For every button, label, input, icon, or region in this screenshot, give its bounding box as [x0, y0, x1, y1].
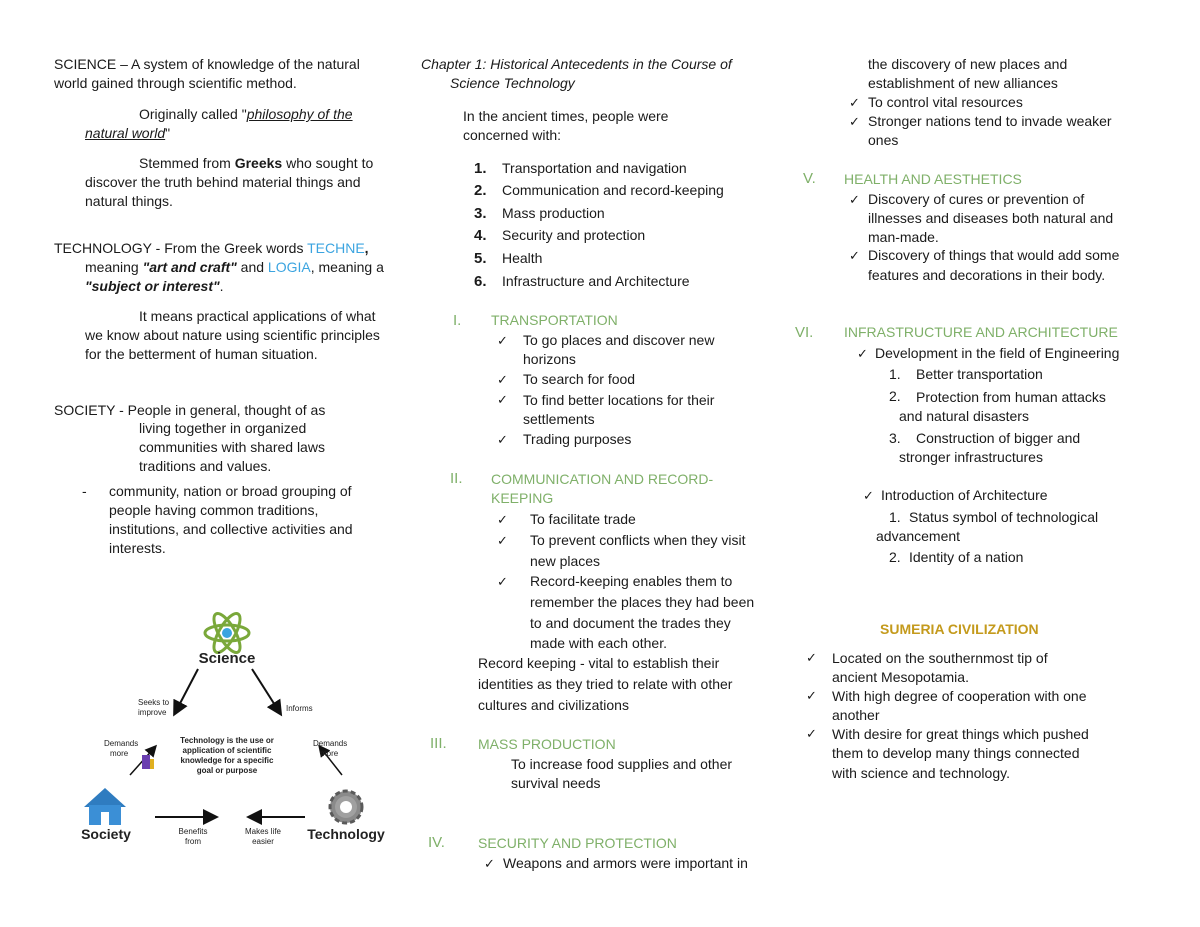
concern-number-5: 5.: [474, 250, 487, 267]
infrastructure-number-3: 3.: [889, 430, 901, 446]
transport-item-3: To find better locations for their: [523, 392, 715, 408]
technology-meaning: meaning "art and craft" and LOGIA, meaning a: [85, 259, 384, 275]
check-icon: ✓: [806, 650, 817, 665]
chapter-title-2: Science Technology: [450, 75, 575, 91]
center-text-2: application of scientific: [182, 746, 272, 755]
center-text-4: goal or purpose: [196, 766, 258, 775]
technology-definition: TECHNOLOGY - From the Greek words TECHNE,: [54, 240, 369, 256]
security-item-1-cont-2: establishment of new alliances: [868, 75, 1058, 91]
roman-numeral-5: V.: [803, 170, 816, 187]
concern-item-5: Health: [502, 250, 543, 266]
benefits-from-label: from: [185, 837, 201, 846]
sumeria-item-3: With desire for great things which pushed: [832, 726, 1089, 742]
originally-called-line: Originally called "philosophy of the: [139, 106, 353, 122]
concern-number-4: 4.: [474, 227, 487, 244]
infrastructure-sub-3b: stronger infrastructures: [899, 449, 1043, 465]
check-icon: ✓: [849, 95, 860, 110]
center-text-1: Technology is the use or: [180, 736, 274, 745]
originally-called-line-2: natural world": [85, 125, 171, 141]
communication-item-3c: to and document the trades they: [530, 615, 731, 631]
chapter-title: Chapter 1: Historical Antecedents in the Course of: [421, 56, 732, 72]
house-icon: [84, 788, 126, 825]
mass-production-heading: MASS PRODUCTION: [478, 736, 616, 752]
intro-line-2: concerned with:: [463, 127, 562, 143]
society-bullet-line-3: institutions, and collective activities and: [109, 521, 353, 537]
concern-item-2: Communication and record-keeping: [502, 182, 724, 198]
science-label: Science: [198, 650, 256, 667]
record-keeping-note-1: Record keeping - vital to establish their: [478, 655, 720, 671]
health-item-1: Discovery of cures or prevention of: [868, 191, 1085, 207]
communication-heading-2: KEEPING: [491, 490, 554, 506]
society-bullet-line-4: interests.: [109, 540, 166, 556]
check-icon: ✓: [806, 726, 817, 741]
roman-numeral-6: VI.: [795, 324, 814, 341]
concern-item-3: Mass production: [502, 205, 605, 221]
check-icon: ✓: [849, 114, 860, 129]
check-icon: ✓: [497, 432, 508, 447]
roman-numeral-1: I.: [453, 312, 462, 329]
check-icon: ✓: [863, 488, 874, 503]
improve-label: improve: [138, 708, 167, 717]
communication-item-2: To prevent conflicts when they visit: [530, 532, 746, 548]
transport-item-1: To go places and discover new: [523, 332, 715, 348]
architecture-sub-1: Status symbol of technological: [909, 509, 1099, 525]
transport-item-1b: horizons: [523, 351, 576, 367]
check-icon: ✓: [484, 856, 495, 871]
center-text-3: knowledge for a specific: [180, 756, 274, 765]
concern-number-1: 1.: [474, 160, 487, 177]
concern-number-2: 2.: [474, 182, 487, 199]
society-definition-4: traditions and values.: [139, 458, 272, 474]
security-item-2: To control vital resources: [868, 94, 1023, 110]
check-icon: ✓: [497, 372, 508, 387]
check-icon: ✓: [849, 248, 860, 263]
society-definition: SOCIETY - People in general, thought of as: [54, 402, 326, 418]
communication-heading: COMMUNICATION AND RECORD-: [491, 471, 714, 487]
transport-item-3b: settlements: [523, 411, 595, 427]
architecture-sub-2: Identity of a nation: [909, 549, 1024, 565]
health-heading: HEALTH AND AESTHETICS: [844, 171, 1022, 187]
informs-label: Informs: [286, 704, 313, 713]
arrow-science-to-society: [175, 669, 198, 713]
communication-item-1: To facilitate trade: [530, 511, 636, 527]
sumeria-item-3b: them to develop many things connected: [832, 745, 1080, 761]
health-item-2: Discovery of things that would add some: [868, 247, 1120, 263]
mass-production-line-2: survival needs: [511, 775, 601, 791]
sumeria-item-3c: with science and technology.: [832, 765, 1010, 781]
science-definition-line-1: SCIENCE – A system of knowledge of the natural: [54, 56, 360, 72]
transport-item-2: To search for food: [523, 371, 636, 387]
check-icon: ✓: [497, 574, 508, 589]
sumeria-item-2: With high degree of cooperation with one: [832, 688, 1087, 704]
health-item-1b: illnesses and diseases both natural and: [868, 210, 1114, 226]
communication-item-3: Record-keeping enables them to: [530, 573, 733, 589]
check-icon: ✓: [497, 512, 508, 527]
stemmed-line-2: discover the truth behind material things and: [85, 174, 361, 190]
gear-icon: [330, 791, 362, 823]
roman-numeral-2: II.: [450, 470, 463, 487]
sumeria-item-1b: ancient Mesopotamia.: [832, 669, 969, 685]
security-item-3: Stronger nations tend to invade weaker: [868, 113, 1112, 129]
infrastructure-sub-2b: and natural disasters: [899, 408, 1029, 424]
society-bullet-line-1: community, nation or broad grouping of: [109, 483, 352, 499]
check-icon: ✓: [849, 192, 860, 207]
infrastructure-number-2: 2.: [889, 388, 901, 404]
architecture-item: Introduction of Architecture: [881, 487, 1048, 503]
demands-right-label: Demands: [313, 739, 348, 748]
makes-easier-label: easier: [252, 837, 274, 846]
health-item-1c: man-made.: [868, 229, 939, 245]
demands-left-label: Demands: [104, 739, 139, 748]
book-icon: [142, 755, 154, 769]
science-technology-society-diagram: [70, 605, 410, 855]
record-keeping-note-2: identities as they tried to relate with other: [478, 676, 733, 692]
society-bullet-line-2: people having common traditions,: [109, 502, 319, 518]
science-definition-line-2: world gained through scientific method.: [54, 75, 297, 91]
roman-numeral-3: III.: [430, 735, 447, 752]
health-item-2b: features and decorations in their body.: [868, 267, 1106, 283]
communication-item-3d: made with each other.: [530, 635, 667, 651]
infrastructure-sub-2: Protection from human attacks: [916, 389, 1106, 405]
infrastructure-item-1: Development in the field of Engineering: [875, 345, 1120, 361]
concern-item-1: Transportation and navigation: [502, 160, 687, 176]
security-item-1: Weapons and armors were important in: [503, 855, 748, 871]
society-definition-2: living together in organized: [139, 420, 307, 436]
concern-item-6: Infrastructure and Architecture: [502, 273, 690, 289]
applications-line-3: for the betterment of human situation.: [85, 346, 318, 362]
concern-number-6: 6.: [474, 273, 487, 290]
transport-item-4: Trading purposes: [523, 431, 632, 447]
infrastructure-heading: INFRASTRUCTURE AND ARCHITECTURE: [844, 324, 1118, 340]
applications-line-1: It means practical applications of what: [139, 308, 376, 324]
technology-label: Technology: [307, 826, 385, 842]
society-definition-3: communities with shared laws: [139, 439, 325, 455]
concern-item-4: Security and protection: [502, 227, 646, 243]
society-label: Society: [81, 826, 131, 842]
sumeria-item-2b: another: [832, 707, 880, 723]
sumeria-item-1: Located on the southernmost tip of: [832, 650, 1048, 666]
communication-item-3b: remember the places they had been: [530, 594, 755, 610]
check-icon: ✓: [497, 392, 508, 407]
communication-item-2b: new places: [530, 553, 601, 569]
applications-line-2: we know about nature using scientific principles: [85, 327, 380, 343]
intro-line-1: In the ancient times, people were: [463, 108, 669, 124]
makes-life-label: Makes life: [244, 827, 282, 836]
security-heading: SECURITY AND PROTECTION: [478, 835, 677, 851]
stemmed-line: Stemmed from Greeks who sought to: [139, 155, 374, 171]
check-icon: ✓: [806, 688, 817, 703]
infrastructure-sub-1: Better transportation: [916, 366, 1043, 382]
seeks-to-label: Seeks to: [138, 698, 170, 707]
technology-meaning-2: "subject or interest".: [85, 278, 224, 294]
arrow-science-to-technology: [252, 669, 280, 713]
infrastructure-sub-3: Construction of bigger and: [916, 430, 1081, 446]
stemmed-line-3: natural things.: [85, 193, 173, 209]
mass-production-line-1: To increase food supplies and other: [511, 756, 733, 772]
benefits-label: Benefits: [178, 827, 208, 836]
check-icon: ✓: [497, 533, 508, 548]
demands-right-more: more: [320, 749, 339, 758]
infrastructure-number-1: 1.: [889, 366, 901, 382]
roman-numeral-4: IV.: [428, 834, 445, 851]
check-icon: ✓: [857, 346, 868, 361]
concern-number-3: 3.: [474, 205, 487, 222]
society-bullet-dash: -: [82, 483, 87, 499]
check-icon: ✓: [497, 333, 508, 348]
sumeria-heading: SUMERIA CIVILIZATION: [880, 621, 1039, 637]
security-item-1-cont: the discovery of new places and: [868, 56, 1068, 72]
transportation-heading: TRANSPORTATION: [491, 312, 618, 328]
architecture-number-1: 1.: [889, 509, 901, 525]
security-item-3b: ones: [868, 132, 899, 148]
architecture-sub-1b: advancement: [876, 528, 961, 544]
demands-left-more: more: [110, 749, 129, 758]
record-keeping-note-3: cultures and civilizations: [478, 697, 629, 713]
architecture-number-2: 2.: [889, 549, 901, 565]
